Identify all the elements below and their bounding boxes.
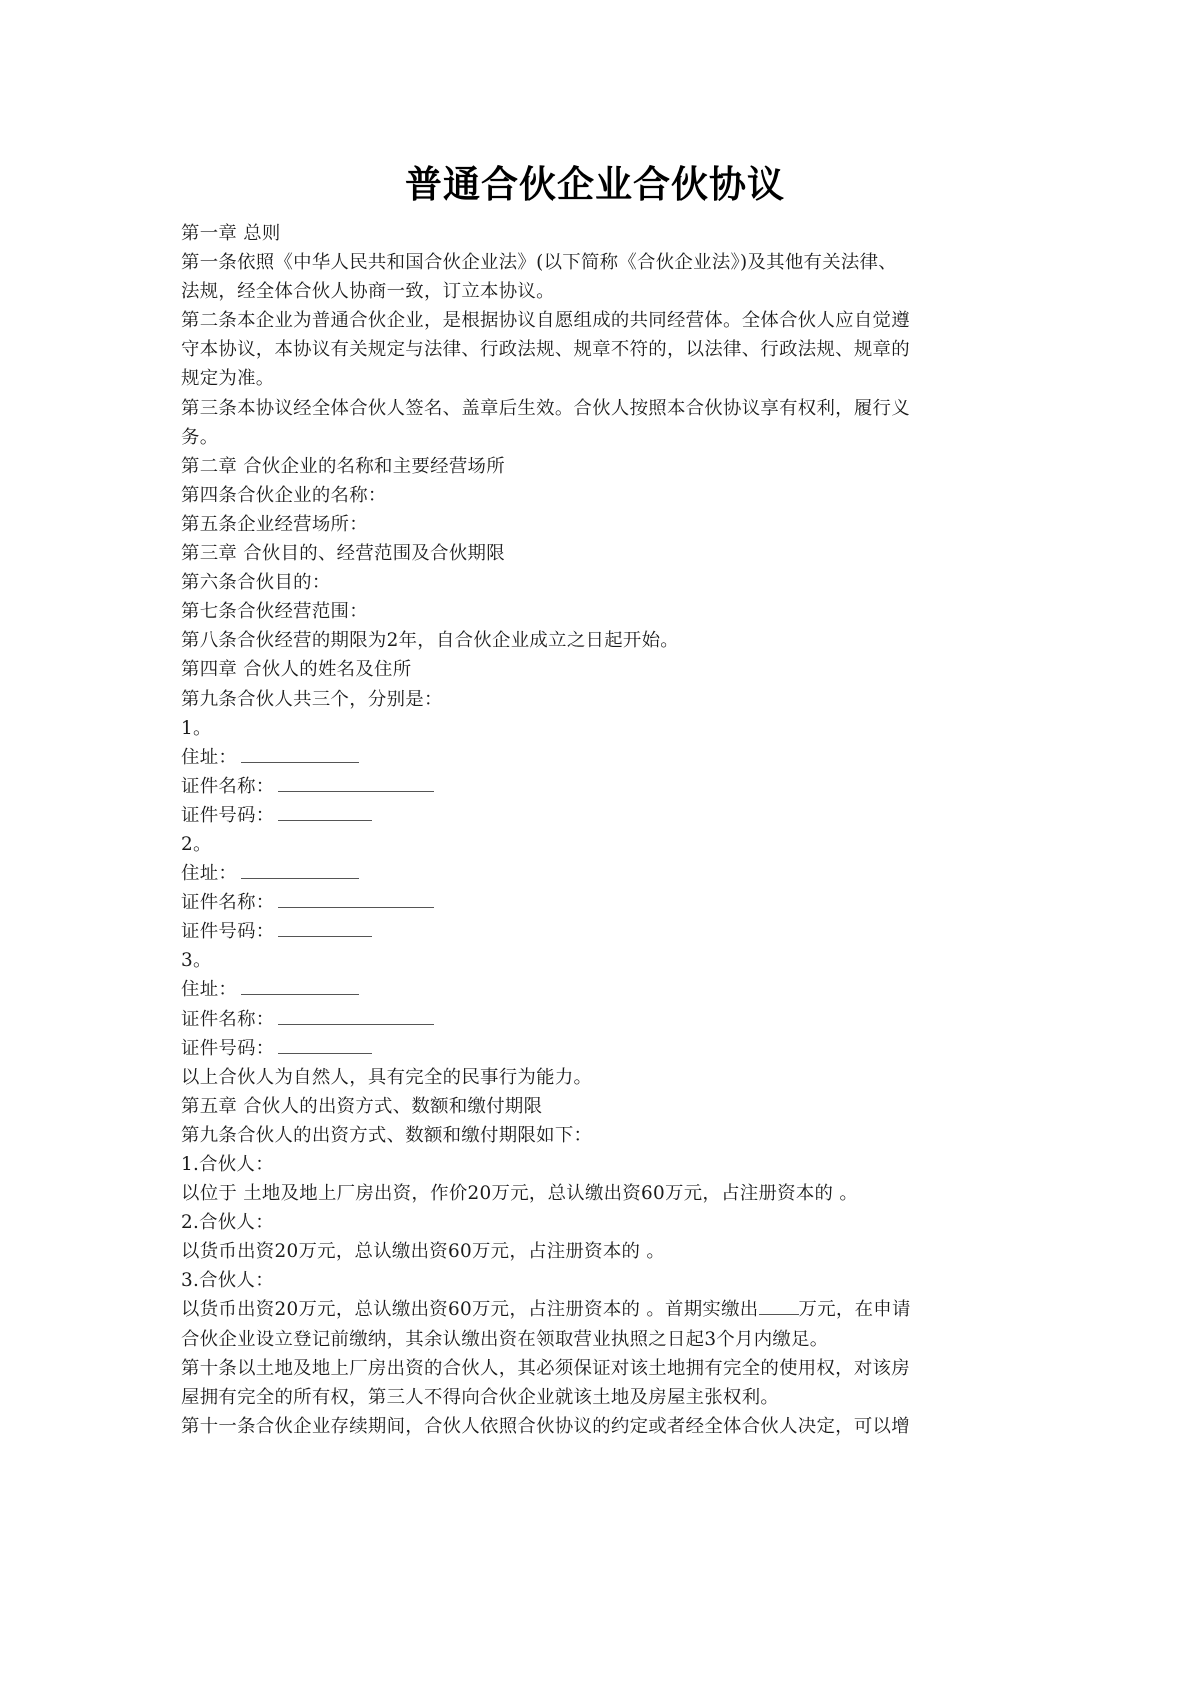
id-number-blank-field[interactable] xyxy=(278,918,372,937)
article-3-line-1: 第三条本协议经全体合伙人签名、盖章后生效。合伙人按照本合伙协议享有权利，履行义 xyxy=(181,397,910,419)
address-label: 住址： xyxy=(181,746,238,768)
contribution-3-label: 3.合伙人： xyxy=(181,1270,274,1292)
partner-2-number: 2。 xyxy=(181,833,212,855)
address-label: 住址： xyxy=(181,979,238,1001)
article-2-line-3: 规定为准。 xyxy=(181,368,275,390)
id-number-label: 证件号码： xyxy=(181,1037,275,1059)
contribution-3-detail-cont: 合伙企业设立登记前缴纳，其余认缴出资在领取营业执照之日起3个月内缴足。 xyxy=(181,1328,829,1350)
partner-3-id-name-row xyxy=(181,1005,1021,1034)
article-2-line-1: 第二条本企业为普通合伙企业，是根据协议自愿组成的共同经营体。全体合伙人应自觉遵 xyxy=(181,310,910,332)
contribution-1-detail: 以位于 土地及地上厂房出资，作价20万元，总认缴出资60万元，占注册资本的 。 xyxy=(181,1183,859,1205)
id-number-label: 证件号码： xyxy=(181,804,275,826)
partner-2-id-name-row xyxy=(181,888,1021,917)
id-name-blank-field[interactable] xyxy=(278,1006,434,1025)
address-blank-field[interactable] xyxy=(241,976,359,995)
contribution-3-text-part2: 万元，在申请 xyxy=(798,1299,911,1321)
partner-3-number: 3。 xyxy=(181,950,212,972)
article-9-partners: 第九条合伙人共三个，分别是： xyxy=(181,688,443,710)
id-number-blank-field[interactable] xyxy=(278,802,372,821)
article-7: 第七条合伙经营范围： xyxy=(181,601,368,623)
chapter-5-heading: 第五章 合伙人的出资方式、数额和缴付期限 xyxy=(181,1095,543,1117)
partner-3-id-number-row xyxy=(181,1034,1021,1063)
address-blank-field[interactable] xyxy=(241,860,359,879)
contribution-3-detail xyxy=(181,1295,1021,1324)
article-10-line-1: 第十条以土地及地上厂房出资的合伙人，其必须保证对该土地拥有完全的使用权，对该房 xyxy=(181,1357,910,1379)
chapter-4-heading: 第四章 合伙人的姓名及住所 xyxy=(181,659,412,681)
article-1-line-1: 第一条依照《中华人民共和国合伙企业法》(以下简称《合伙企业法》)及其他有关法律、 xyxy=(181,252,897,274)
partners-capacity-statement: 以上合伙人为自然人，具有完全的民事行为能力。 xyxy=(181,1066,593,1088)
id-number-blank-field[interactable] xyxy=(278,1035,372,1054)
partner-1-number: 1。 xyxy=(181,717,212,739)
id-name-label: 证件名称： xyxy=(181,892,275,914)
article-9-contributions: 第九条合伙人的出资方式、数额和缴付期限如下： xyxy=(181,1124,593,1146)
document-title: 普通合伙企业合伙协议 xyxy=(405,162,785,206)
id-name-blank-field[interactable] xyxy=(278,773,434,792)
id-name-blank-field[interactable] xyxy=(278,889,434,908)
partner-2-address-row xyxy=(181,859,1021,888)
chapter-3-heading: 第三章 合伙目的、经营范围及合伙期限 xyxy=(181,543,505,565)
id-name-label: 证件名称： xyxy=(181,775,275,797)
article-8: 第八条合伙经营的期限为2年，自合伙企业成立之日起开始。 xyxy=(181,630,679,652)
article-4: 第四条合伙企业的名称： xyxy=(181,484,387,506)
address-label: 住址： xyxy=(181,863,238,885)
document-body xyxy=(181,219,1021,1441)
partner-3-address-row xyxy=(181,975,1021,1004)
partner-1-id-name-row xyxy=(181,772,1021,801)
contribution-3-text-part1: 以货币出资20万元，总认缴出资60万元，占注册资本的 。首期实缴出 xyxy=(181,1299,759,1321)
article-11-line-1: 第十一条合伙企业存续期间，合伙人依照合伙协议的约定或者经全体合伙人决定，可以增 xyxy=(181,1415,910,1437)
id-number-label: 证件号码： xyxy=(181,921,275,943)
address-blank-field[interactable] xyxy=(241,744,359,763)
partner-1-address-row xyxy=(181,743,1021,772)
contribution-2-label: 2.合伙人： xyxy=(181,1212,274,1234)
chapter-1-heading: 第一章 总则 xyxy=(181,223,281,244)
contribution-2-detail: 以货币出资20万元，总认缴出资60万元，占注册资本的 。 xyxy=(181,1241,666,1263)
article-3-line-2: 务。 xyxy=(181,426,219,448)
article-5: 第五条企业经营场所： xyxy=(181,513,368,535)
article-6: 第六条合伙目的： xyxy=(181,572,331,594)
initial-payment-blank-field[interactable] xyxy=(759,1296,799,1315)
article-1-line-2: 法规，经全体合伙人协商一致，订立本协议。 xyxy=(181,281,555,303)
partner-2-id-number-row xyxy=(181,917,1021,946)
chapter-2-heading: 第二章 合伙企业的名称和主要经营场所 xyxy=(181,455,505,477)
contribution-1-label: 1.合伙人： xyxy=(181,1154,274,1175)
partner-1-id-number-row xyxy=(181,801,1021,830)
id-name-label: 证件名称： xyxy=(181,1008,275,1030)
article-2-line-2: 守本协议，本协议有关规定与法律、行政法规、规章不符的，以法律、行政法规、规章的 xyxy=(181,339,910,361)
article-10-line-2: 屋拥有完全的所有权，第三人不得向合伙企业就该土地及房屋主张权利。 xyxy=(181,1386,780,1408)
